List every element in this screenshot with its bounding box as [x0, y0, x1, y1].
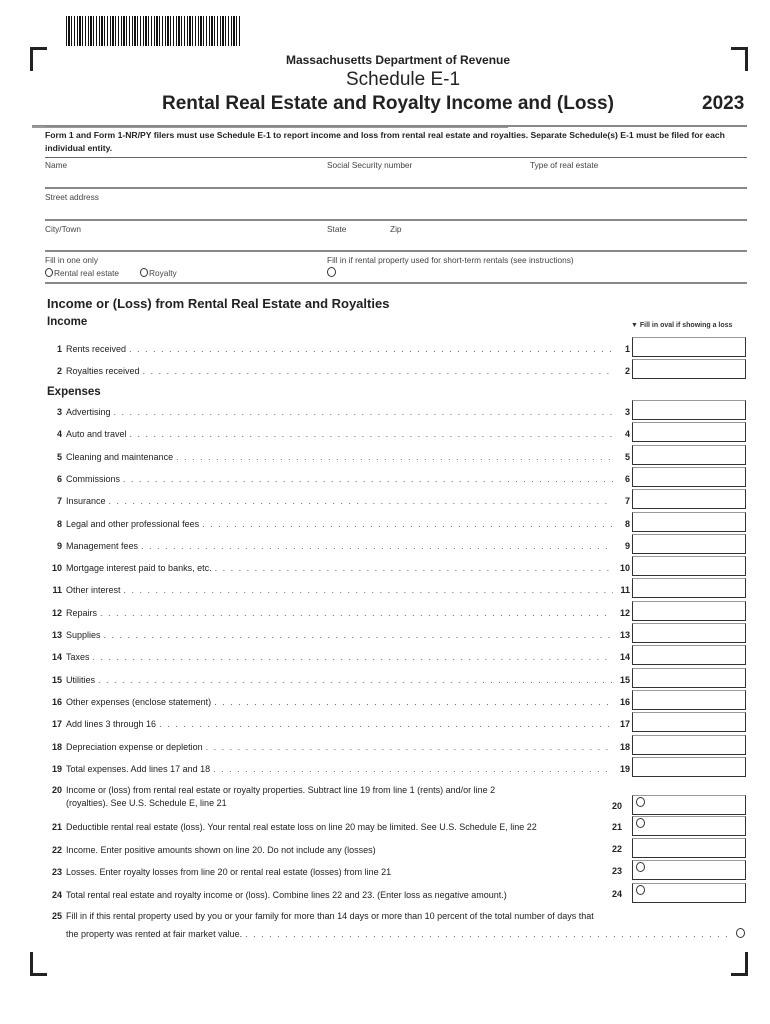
- line-text: Total expenses. Add lines 17 and 18: [66, 763, 211, 774]
- line-ref-number: 6: [624, 473, 630, 484]
- fill-one-label: Fill in one only: [45, 255, 99, 265]
- line-ref-number: 22: [612, 844, 623, 854]
- line-4-amount-input[interactable]: [632, 422, 746, 442]
- loss-oval[interactable]: [636, 862, 645, 872]
- line-22-amount-input[interactable]: [632, 838, 746, 858]
- line-17: [40, 718, 630, 730]
- line-text: Management fees: [66, 540, 139, 551]
- line-18-amount-input[interactable]: [632, 735, 746, 755]
- dot-leader: [215, 563, 613, 573]
- loss-oval[interactable]: [636, 797, 645, 807]
- line-2: [40, 365, 630, 377]
- line-23-amount-input[interactable]: [632, 860, 746, 880]
- line-number: 7: [56, 496, 62, 507]
- line-text: Deductible rental real estate (loss). Your rental real estate loss on line 20 may be limited. See U.S. Schedule E, line 22: [66, 822, 537, 832]
- line-ref-number: 18: [619, 741, 630, 752]
- line-number: 2: [56, 366, 62, 376]
- line-1: [40, 343, 630, 355]
- line-text: Supplies: [66, 630, 101, 640]
- line-text: Total rental real estate and royalty income or (loss). Combine lines 22 and 23. (Enter loss as negative amount.): [66, 890, 507, 900]
- line-20-amount-input[interactable]: [632, 795, 746, 815]
- dot-leader: [124, 585, 613, 595]
- line-number: 13: [51, 630, 62, 640]
- street-input[interactable]: [45, 200, 745, 218]
- line-number: 1: [56, 344, 62, 354]
- zip-input[interactable]: [390, 232, 540, 250]
- dot-leader: [202, 519, 613, 529]
- line-text: Fill in if this rental property used by you or your family for more than 14 days or more than 10 percent of the total number of days that: [66, 911, 594, 921]
- line-ref-number: 9: [624, 540, 630, 551]
- line-ref-number: 3: [624, 407, 630, 417]
- line-ref-number: 23: [612, 866, 623, 876]
- line-text: Mortgage interest paid to banks, etc.: [66, 563, 212, 574]
- line-number: 12: [51, 607, 62, 618]
- line-text: Losses. Enter royalty losses from line 20 or rental real estate (losses) from line 21: [66, 867, 392, 877]
- name-label: Name: [45, 160, 68, 170]
- ssn-label: Social Security number: [327, 160, 413, 170]
- line-text: Income or (loss) from rental real estate or royalty properties. Subtract line 19 from line 1 (rents) and/or line 2: [66, 785, 496, 795]
- line-text: Repairs: [66, 607, 98, 618]
- dot-leader: [98, 675, 613, 685]
- line-11: [40, 584, 630, 596]
- dot-leader: [100, 608, 613, 618]
- tax-year: 2023: [702, 93, 745, 114]
- divider: [45, 187, 747, 189]
- line-number: 8: [56, 518, 62, 529]
- line-ref-number: 21: [612, 822, 623, 832]
- line-25-oval[interactable]: [736, 928, 745, 938]
- line-ref-number: 16: [619, 696, 630, 707]
- line-number: 16: [51, 696, 62, 707]
- type-input[interactable]: [530, 167, 745, 187]
- line-text: Commissions: [66, 473, 121, 484]
- line-text: Cleaning and maintenance: [66, 451, 174, 462]
- line-text: Auto and travel: [66, 429, 127, 440]
- line-12-amount-input[interactable]: [632, 601, 746, 621]
- dot-leader: [109, 496, 613, 506]
- line-number: 9: [56, 540, 62, 551]
- line-3-amount-input[interactable]: [632, 400, 746, 420]
- divider: [45, 157, 747, 158]
- line-text: Insurance: [66, 496, 106, 507]
- line-number: 20: [51, 785, 62, 795]
- dot-leader: [130, 429, 613, 439]
- royalty-option-label: Royalty: [149, 268, 177, 278]
- line-text: Royalties received: [66, 366, 140, 376]
- line-24: 24 Total rental real estate and royalty income or (loss). Combine lines 22 and 23. (Enter loss as negative amount.): [51, 890, 507, 900]
- line-6: [40, 473, 630, 485]
- line-24-amount-input[interactable]: [632, 883, 746, 903]
- line-21: 21 Deductible rental real estate (loss). Your rental real estate loss on line 20 may be limited. See U.S. Schedule E, line 22: [51, 822, 537, 832]
- line-number: 15: [51, 674, 62, 685]
- line-number: 11: [52, 585, 62, 596]
- line-text: Utilities: [66, 674, 96, 685]
- line-ref-number: 15: [619, 674, 630, 685]
- dot-leader: [143, 366, 613, 376]
- line-10-amount-input[interactable]: [632, 556, 746, 576]
- line-5-amount-input[interactable]: [632, 445, 746, 465]
- line-text: Advertising: [66, 407, 111, 417]
- divider: [45, 282, 747, 284]
- loss-oval[interactable]: [636, 818, 645, 828]
- dot-leader: [93, 652, 613, 662]
- city-label: City/Town: [45, 224, 81, 234]
- line-ref-number: 12: [619, 607, 630, 618]
- income-heading: Income: [47, 316, 88, 328]
- line-22: 22 Income. Enter positive amounts shown on line 20. Do not include any (losses): [51, 845, 376, 855]
- divider: [45, 125, 747, 127]
- line-ref-number: 7: [624, 496, 630, 507]
- line-ref-number: 2: [624, 366, 630, 376]
- type-label: Type of real estate: [530, 160, 599, 170]
- line-text: (royalties). See U.S. Schedule E, line 21: [66, 798, 227, 808]
- line-ref-number: 17: [619, 719, 630, 730]
- line-14-amount-input[interactable]: [632, 645, 746, 665]
- line-17-amount-input[interactable]: [632, 712, 746, 732]
- dot-leader: [213, 764, 613, 774]
- line-13: [40, 629, 630, 641]
- line-6-amount-input[interactable]: [632, 467, 746, 487]
- expenses-heading: Expenses: [47, 386, 101, 398]
- line-9: [40, 540, 630, 552]
- line-ref-number: 24: [612, 889, 623, 899]
- radio-oval-icon: [45, 268, 53, 277]
- divider: [45, 219, 747, 221]
- line-14: [40, 651, 630, 663]
- line-25: 25 Fill in if this rental property used by you or your family for more than 14 days or more than 10 percent of the total number of days that: [51, 911, 594, 921]
- dot-leader: [176, 452, 613, 462]
- royalty-radio[interactable]: [140, 268, 177, 278]
- line-number: 3: [56, 407, 62, 417]
- line-text: the property was rented at fair market value.: [66, 929, 243, 939]
- section-title: Income or (Loss) from Rental Real Estate and Royalties: [47, 296, 390, 311]
- department: Massachusetts Department of Revenue: [285, 53, 511, 67]
- line-7-amount-input[interactable]: [632, 489, 746, 509]
- line-ref-number: 5: [624, 451, 630, 462]
- dot-leader: [141, 541, 613, 551]
- short-term-label: Fill in if rental property used for short-term rentals (see instructions): [327, 255, 574, 265]
- line-text: Other expenses (enclose statement): [66, 696, 212, 707]
- page-title: Rental Real Estate and Royalty Income and (Loss): [162, 93, 614, 114]
- line-number: 19: [51, 763, 62, 774]
- line-9-amount-input[interactable]: [632, 534, 746, 554]
- dot-leader: [114, 407, 613, 417]
- ssn-input[interactable]: [327, 167, 527, 187]
- line-16-amount-input[interactable]: [632, 690, 746, 710]
- line-19-amount-input[interactable]: [632, 757, 746, 777]
- city-input[interactable]: [45, 232, 325, 250]
- line-19: [40, 763, 630, 775]
- loss-oval[interactable]: [636, 885, 645, 895]
- short-term-oval[interactable]: [327, 267, 336, 277]
- line-10: [40, 562, 630, 574]
- line-number: 18: [51, 741, 62, 752]
- line-text: Add lines 3 through 16: [66, 719, 157, 730]
- corner-mark: [30, 952, 47, 976]
- line-text: Depreciation expense or depletion: [66, 741, 203, 752]
- line-number: 4: [56, 429, 62, 440]
- line-text: Legal and other professional fees: [66, 518, 200, 529]
- line-text: Income. Enter positive amounts shown on line 20. Do not include any (losses): [66, 845, 376, 855]
- line-text: Other interest: [66, 585, 121, 596]
- line-ref-number: 11: [620, 585, 630, 596]
- rental-option-label: Rental real estate: [54, 268, 120, 278]
- line-ref-number: 10: [619, 563, 630, 574]
- line-number: 6: [56, 473, 62, 484]
- line-ref-number: 14: [619, 652, 630, 663]
- line-ref-number: 13: [619, 630, 630, 640]
- barcode: [66, 16, 240, 46]
- line-16: [40, 696, 630, 708]
- line-13-amount-input[interactable]: [632, 623, 746, 643]
- line-8: [40, 518, 630, 530]
- line-ref-number: 8: [624, 518, 630, 529]
- loss-note: ▼ Fill in oval if showing a loss: [631, 322, 733, 329]
- dot-leader: [245, 929, 731, 939]
- line-3: [40, 406, 630, 418]
- dot-leader: [123, 474, 613, 484]
- line-number: 5: [56, 451, 62, 462]
- line-ref-number: 4: [624, 429, 630, 440]
- line-number: 10: [51, 563, 62, 574]
- corner-mark: [731, 952, 748, 976]
- dot-leader: [214, 697, 613, 707]
- line-25-cont: [66, 928, 734, 940]
- street-label: Street address: [45, 192, 99, 202]
- radio-oval-icon: [140, 268, 148, 277]
- dot-leader: [129, 344, 613, 354]
- dot-leader: [159, 719, 613, 729]
- zip-label: Zip: [390, 224, 402, 234]
- dot-leader: [104, 630, 613, 640]
- line-21-amount-input[interactable]: [632, 816, 746, 836]
- dot-leader: [206, 742, 613, 752]
- line-5: [40, 451, 630, 463]
- instructions: Form 1 and Form 1-NR/PY filers must use Schedule E-1 to report income and loss from rental real estate and royalties. Separate Schedule(s) E-1 must be filed for each individual entity.: [45, 130, 725, 153]
- line-ref-number: 1: [624, 344, 630, 354]
- line-4: [40, 428, 630, 440]
- name-input[interactable]: [45, 167, 325, 187]
- line-12: [40, 607, 630, 619]
- line-ref-number: 19: [619, 763, 630, 774]
- line-1-amount-input[interactable]: [632, 337, 746, 357]
- line-20: [40, 785, 495, 812]
- line-23: 23 Losses. Enter royalty losses from line 20 or rental real estate (losses) from line 21: [51, 867, 392, 877]
- line-text: Taxes: [66, 652, 90, 663]
- line-15-amount-input[interactable]: [632, 668, 746, 688]
- line-8-amount-input[interactable]: [632, 512, 746, 532]
- line-number: 14: [51, 652, 62, 663]
- state-label: State: [327, 224, 347, 234]
- line-text: Rents received: [66, 344, 127, 354]
- line-18: [40, 741, 630, 753]
- line-2-amount-input[interactable]: [632, 359, 746, 379]
- rental-radio[interactable]: [45, 268, 119, 278]
- line-number: 17: [51, 719, 62, 730]
- divider: [45, 250, 747, 252]
- state-input[interactable]: [327, 232, 387, 250]
- line-15: [40, 674, 630, 686]
- schedule-name: Schedule E-1: [345, 69, 461, 90]
- line-7: [40, 495, 630, 507]
- line-11-amount-input[interactable]: [632, 578, 746, 598]
- line-ref-number: 20: [612, 801, 623, 811]
